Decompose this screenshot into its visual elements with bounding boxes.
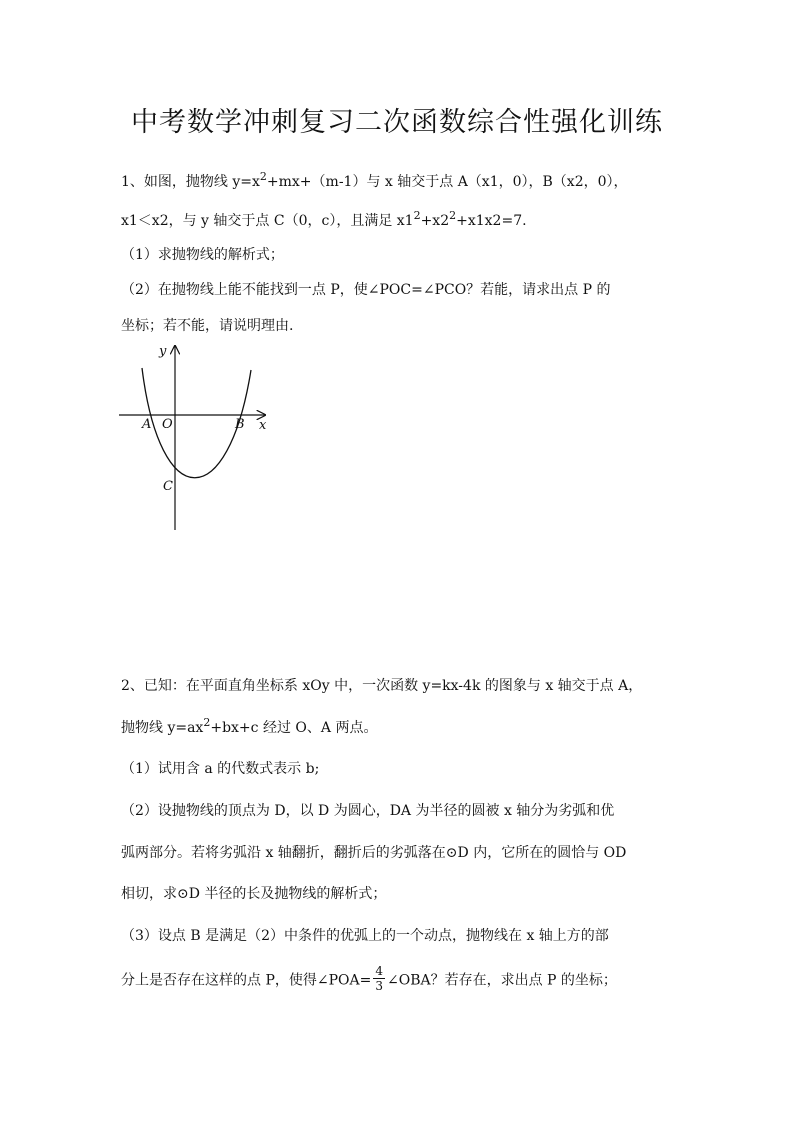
q2-text: +bx+c 经过 O、A 两点。 (210, 720, 378, 736)
point-a-label: A (142, 417, 152, 432)
q2-text: 分上是否存在这样的点 P，使得∠POA= (121, 972, 372, 989)
y-axis-label: y (159, 344, 167, 359)
fraction-numerator: 4 (375, 964, 383, 978)
point-c-label: C (163, 479, 173, 494)
q2-text: ∠OBA？若存在，求出点 P 的坐标； (386, 972, 617, 989)
q2-line-2 (121, 718, 377, 738)
point-b-label: B (235, 417, 245, 432)
q1-part-2-line-1: （2）在抛物线上能不能找到一点 P，使∠POC=∠PCO？若能，请求出点 P 的 (121, 282, 611, 298)
q2-part-3-line-1: （3）设点 B 是满足（2）中条件的优弧上的一个动点，抛物线在 x 轴上方的部 (121, 928, 609, 944)
q2-part-2-line-1: （2）设抛物线的顶点为 D，以 D 为圆心，DA 为半径的圆被 x 轴分为劣弧和优 (121, 803, 615, 819)
x-axis-label: x (259, 418, 267, 433)
q1-text: +mx+（m-1）与 x 轴交于点 A（x1，0），B（x2，0）， (266, 174, 628, 190)
q2-part-2-line-3: 相切，求⊙D 半径的长及抛物线的解析式； (121, 886, 387, 902)
q2-line-1: 2、已知：在平面直角坐标系 xOy 中，一次函数 y=kx-4k 的图象与 x 轴交于点 A， (121, 678, 643, 694)
exponent: 2 (413, 209, 421, 222)
fraction-four-thirds (373, 964, 385, 993)
q2-text: 抛物线 y=ax (121, 720, 204, 736)
q2-part-2-line-2: 弧两部分。若将劣弧沿 x 轴翻折，翻折后的劣弧落在⊙D 内，它所在的圆恰与 OD (121, 845, 627, 861)
exponent: 2 (259, 170, 267, 183)
q1-line-2 (121, 211, 527, 231)
fraction-denominator: 3 (375, 979, 383, 993)
q1-part-2-line-2: 坐标；若不能，请说明理由. (121, 318, 294, 334)
parabola-graph (115, 340, 280, 535)
exponent: 2 (203, 716, 211, 729)
origin-label: O (162, 417, 173, 432)
page-title: 中考数学冲刺复习二次函数综合性强化训练 (131, 107, 663, 138)
q1-part-1: （1）求抛物线的解析式； (121, 247, 284, 263)
q1-text: 1、如图，抛物线 y=x (121, 174, 260, 190)
q1-text: +x2 (420, 213, 450, 229)
q1-text: x1＜x2，与 y 轴交于点 C（0，c），且满足 x1 (121, 213, 414, 229)
exponent: 2 (449, 209, 457, 222)
q1-line-1 (121, 172, 628, 192)
q2-part-1: （1）试用含 a 的代数式表示 b; (121, 761, 320, 777)
q1-text: +x1x2=7. (456, 213, 527, 229)
q2-part-3-line-2 (121, 966, 617, 995)
